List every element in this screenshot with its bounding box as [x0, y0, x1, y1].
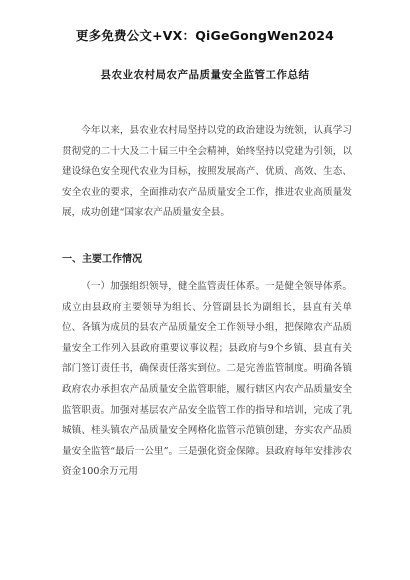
intro-paragraph: 今年以来，县农业农村局坚持以党的政治建设为统领，认真学习贯彻党的二十大及二十届三中全会精神，始终坚持以党建为引领，以建设绿色安全现代农业为目标，按照发展高产、优质、高效、生态、安全农业的要求，全面推动农产品质量安全工作，推进农业高质量发展，成功创建“国家农产品质量安全县。: [62, 125, 352, 219]
promo-banner: 更多免费公文+VX：QiGeGongWen2024: [75, 28, 335, 43]
body-paragraph: （一）加强组织领导，健全监管责任体系。一是健全领导体系。成立由县政府主要领导为组长、分管副县长为副组长，县直有关单位、各镇为成员的县农产品质量安全工作领导小组，把保障农产品质量安全工作列入县政府重要议事议程；县政府与9个乡镇、县直有关部门签订责任书，确保责任落实到位。二是完善监管制度。明确各镇政府农办承担农产品质量安全监管职能，履行辖区内农产品质量安全监管职责。加强对基层农产品安全监管工作的指导和培训，完成了乳城镇、桂头镇农产品质量安全网格化监管示范镇创建，夯实农产品质量安全监管“最后一公里”。三是强化资金保障。县政府每年安排涉农资金100余万元用: [62, 281, 352, 478]
document-title: 县农业农村局农产品质量安全监管工作总结: [100, 69, 310, 81]
section-heading: 一、主要工作情况: [62, 254, 142, 265]
